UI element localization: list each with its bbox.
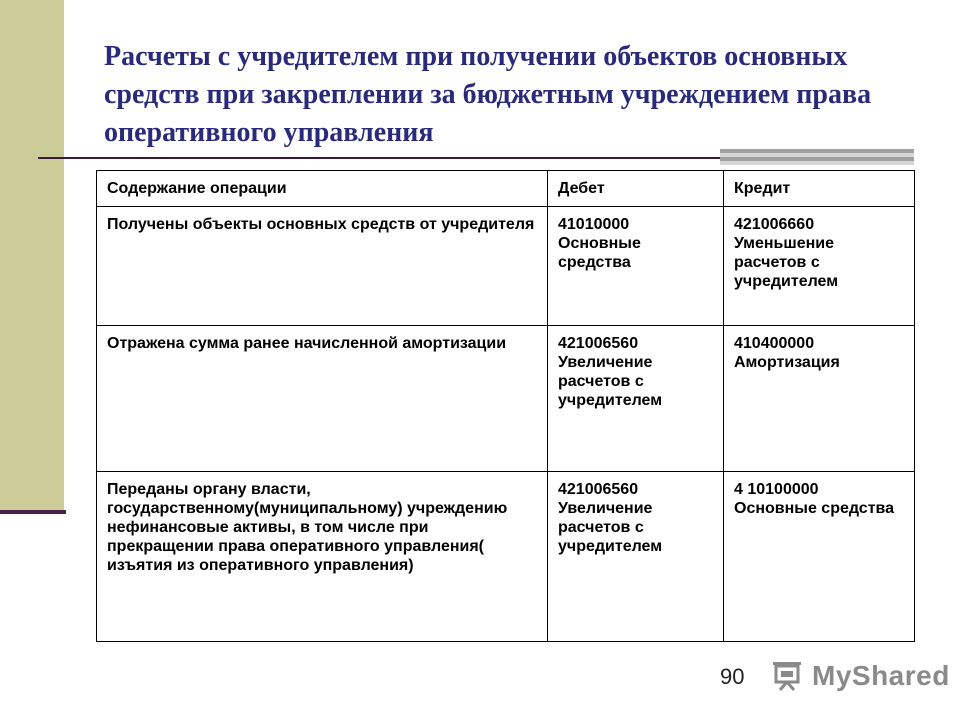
header-debit: Дебет — [548, 171, 724, 207]
operation-cell: Получены объекты основных средств от учредителя — [97, 207, 548, 326]
side-decor-band — [0, 0, 64, 512]
operations-table — [96, 170, 915, 642]
title-underline-accent — [720, 149, 914, 165]
slide-number: 90 — [720, 664, 745, 689]
slide-title: Расчеты с учредителем при получении объектов основных средств при закреплении за бюджетным учреждением права оперативного управления — [104, 41, 872, 148]
credit-account-name: Уменьшение расчетов с учредителем — [734, 235, 839, 290]
debit-account-name: Основные средства — [558, 235, 641, 271]
credit-account-name: Основные средства — [734, 500, 895, 517]
debit-cell — [548, 207, 724, 326]
debit-account-code: 421006560 — [558, 335, 639, 352]
operation-cell: Отражена сумма ранее начисленной амортизации — [97, 326, 548, 472]
debit-account-code: 421006560 — [558, 481, 639, 498]
credit-account-code: 421006660 — [734, 216, 815, 233]
header-operation: Содержание операции — [97, 171, 548, 207]
projector-screen-icon — [770, 660, 804, 692]
operation-cell: Переданы органу власти, государственному(муниципальному) учреждению нефинансовые активы, в том числе при прекращении права оперативного управления( изъятия из оперативного управления) — [97, 472, 548, 642]
header-credit: Кредит — [724, 171, 915, 207]
credit-account-code: 410400000 — [734, 335, 815, 352]
credit-cell — [724, 207, 915, 326]
debit-account-code: 41010000 — [558, 216, 630, 233]
table-row — [97, 326, 915, 472]
watermark-text: MyShared — [812, 660, 950, 691]
credit-cell — [724, 326, 915, 472]
debit-cell — [548, 326, 724, 472]
credit-account-code: 4 10100000 — [734, 481, 819, 498]
debit-account-name: Увеличение расчетов с учредителем — [558, 354, 663, 409]
debit-account-name: Увеличение расчетов с учредителем — [558, 500, 663, 555]
credit-cell — [724, 472, 915, 642]
table-header-row — [97, 171, 915, 207]
table-row — [97, 207, 915, 326]
myshared-watermark — [770, 656, 950, 696]
side-decor-line — [0, 510, 66, 514]
credit-account-name: Амортизация — [734, 354, 840, 371]
table-row — [97, 472, 915, 642]
debit-cell — [548, 472, 724, 642]
